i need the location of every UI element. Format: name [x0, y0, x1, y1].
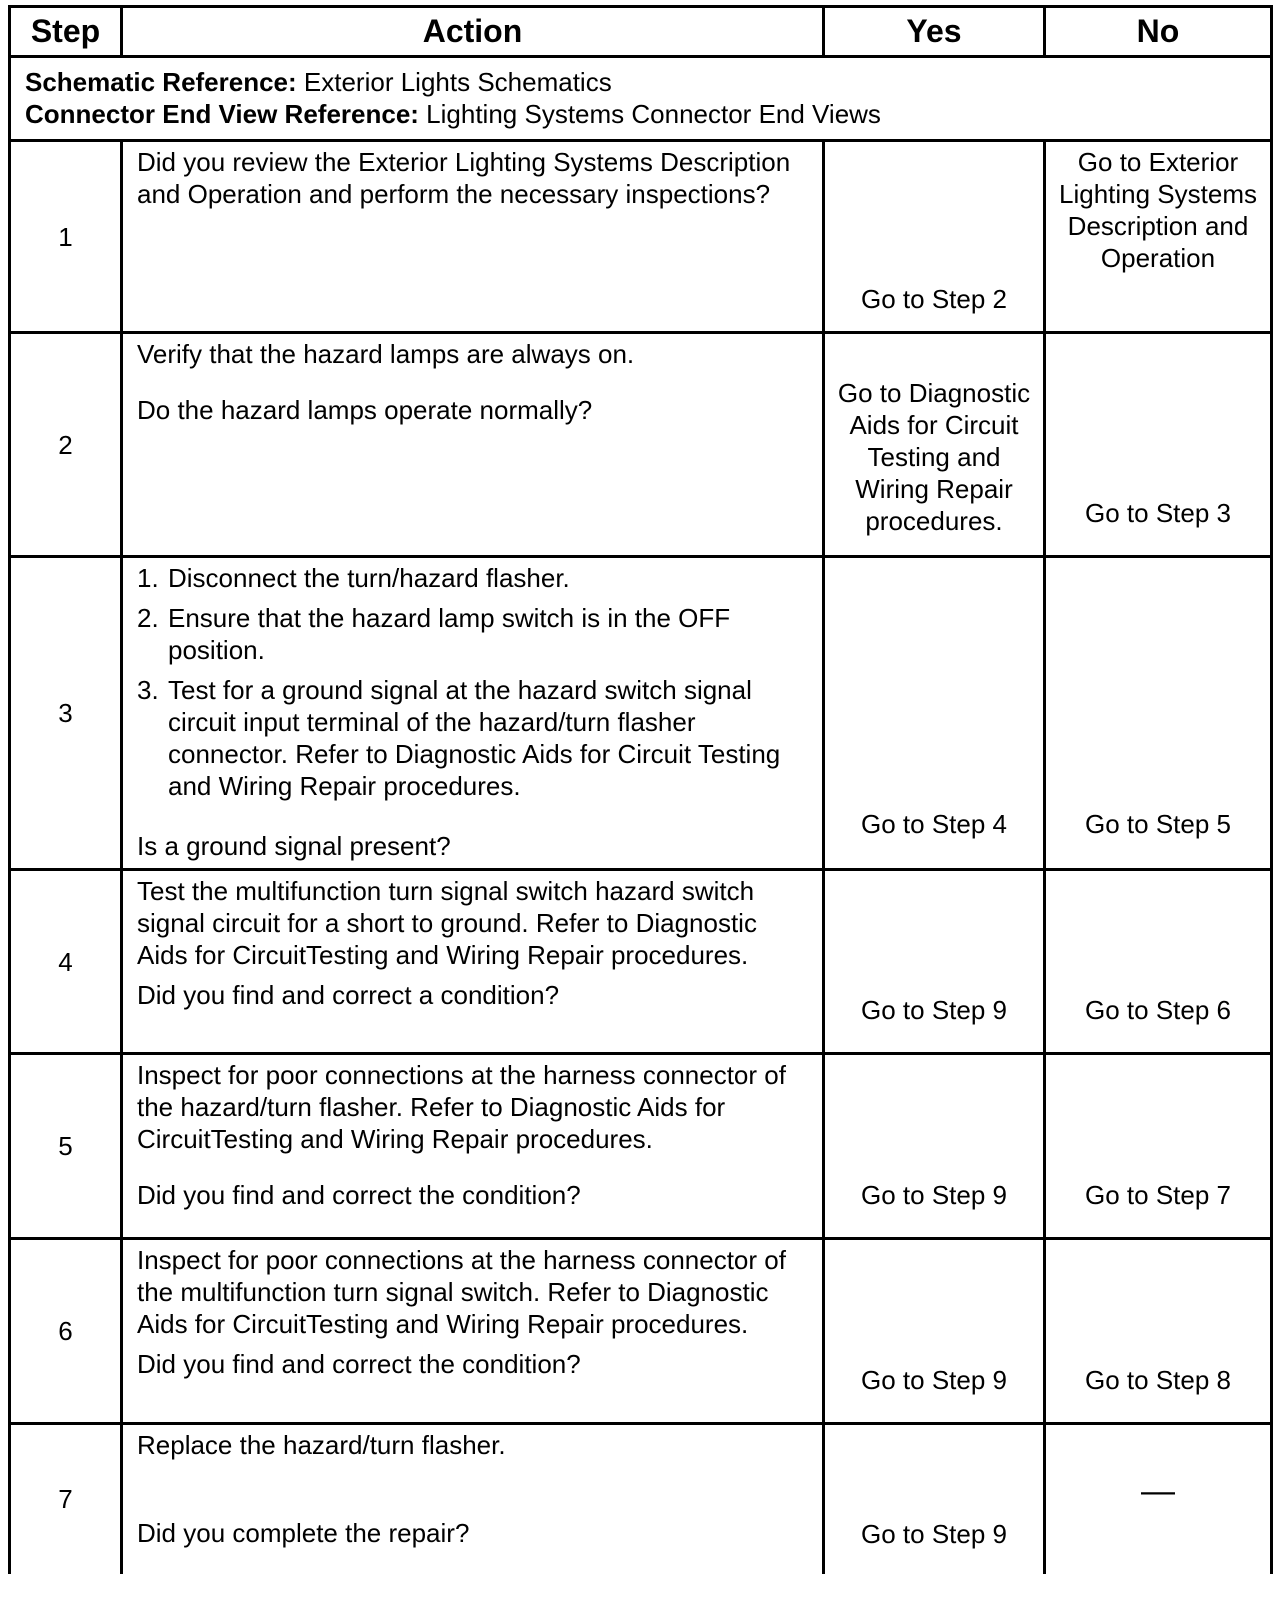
yes-cell: Go to Step 9: [824, 1054, 1045, 1239]
no-cell: —: [1045, 1424, 1272, 1574]
table-row-step-7: [10, 1424, 1272, 1574]
connector-reference: [25, 98, 1256, 130]
action-cell: [122, 333, 824, 557]
action-cell: [122, 1424, 824, 1574]
table-row-step-6: [10, 1239, 1272, 1424]
step-number: 7: [10, 1424, 122, 1574]
list-item: 2. Ensure that the hazard lamp switch is in the OFF position.: [137, 603, 731, 665]
yes-cell: Go to Step 2: [824, 141, 1045, 333]
action-steps-list: [137, 562, 808, 802]
yes-cell: Go to Step 4: [824, 557, 1045, 870]
no-cell: Go to Exterior Lighting Systems Description and Operation: [1045, 141, 1272, 333]
action-cell: [122, 141, 824, 333]
action-question: Did you find and correct a condition?: [137, 980, 560, 1010]
diagnostic-table: [8, 5, 1273, 1574]
header-no: No: [1045, 7, 1272, 57]
list-item: 3. Test for a ground signal at the hazard switch signal circuit input terminal of the hazard/turn flasher connector. Refer to Diagnostic Aids for Circuit Testing and Wiring Repair procedures.: [137, 675, 781, 801]
action-text: Test the multifunction turn signal switch hazard switch signal circuit for a short to ground. Refer to Diagnostic Aids for CircuitTesting and Wiring Repair procedures.: [137, 876, 757, 970]
yes-cell: Go to Step 9: [824, 870, 1045, 1054]
table-row-step-4: [10, 870, 1272, 1054]
action-text: Inspect for poor connections at the harness connector of the hazard/turn flasher. Refer to Diagnostic Aids for CircuitTesting and Wiring Repair procedures.: [137, 1060, 786, 1154]
no-cell: Go to Step 8: [1045, 1239, 1272, 1424]
step-number: 3: [10, 557, 122, 870]
table-row-step-1: [10, 141, 1272, 333]
yes-cell: Go to Diagnostic Aids for Circuit Testing and Wiring Repair procedures.: [824, 333, 1045, 557]
table-row-step-2: [10, 333, 1272, 557]
action-text: Did you review the Exterior Lighting Systems Description and Operation and perform the necessary inspections?: [137, 147, 791, 209]
action-cell: [122, 870, 824, 1054]
action-question: Did you find and correct the condition?: [137, 1349, 581, 1379]
schematic-reference: [25, 66, 1256, 98]
connector-reference-label: Connector End View Reference:: [25, 99, 419, 129]
step-number: 5: [10, 1054, 122, 1239]
connector-reference-value: Lighting Systems Connector End Views: [418, 99, 881, 129]
step-number: 2: [10, 333, 122, 557]
action-text: Verify that the hazard lamps are always on.: [137, 339, 635, 369]
yes-cell: Go to Step 9: [824, 1424, 1045, 1574]
step-number: 4: [10, 870, 122, 1054]
action-question: Did you complete the repair?: [137, 1518, 470, 1548]
schematic-reference-label: Schematic Reference:: [25, 67, 297, 97]
action-text: Replace the hazard/turn flasher.: [137, 1430, 506, 1460]
reference-row: [10, 57, 1272, 141]
list-item: 1. Disconnect the turn/hazard flasher.: [137, 563, 570, 593]
step-number: 1: [10, 141, 122, 333]
action-question: Do the hazard lamps operate normally?: [137, 395, 593, 425]
action-cell: [122, 1054, 824, 1239]
header-action: Action: [122, 7, 824, 57]
no-cell: Go to Step 5: [1045, 557, 1272, 870]
action-cell: [122, 557, 824, 870]
table-row-step-5: [10, 1054, 1272, 1239]
table-row-step-3: [10, 557, 1272, 870]
header-row: [10, 7, 1272, 57]
step-number: 6: [10, 1239, 122, 1424]
yes-cell: Go to Step 9: [824, 1239, 1045, 1424]
reference-cell: [10, 57, 1272, 141]
action-question: Did you find and correct the condition?: [137, 1180, 581, 1210]
diagnostic-table-page: [8, 5, 1270, 1616]
no-cell: Go to Step 3: [1045, 333, 1272, 557]
header-yes: Yes: [824, 7, 1045, 57]
no-cell: Go to Step 7: [1045, 1054, 1272, 1239]
schematic-reference-value: Exterior Lights Schematics: [296, 67, 612, 97]
action-question: Is a ground signal present?: [137, 831, 451, 861]
action-cell: [122, 1239, 824, 1424]
action-text: Inspect for poor connections at the harness connector of the multifunction turn signal switch. Refer to Diagnostic Aids for CircuitTesting and Wiring Repair procedures.: [137, 1245, 786, 1339]
no-cell: Go to Step 6: [1045, 870, 1272, 1054]
header-step: Step: [10, 7, 122, 57]
